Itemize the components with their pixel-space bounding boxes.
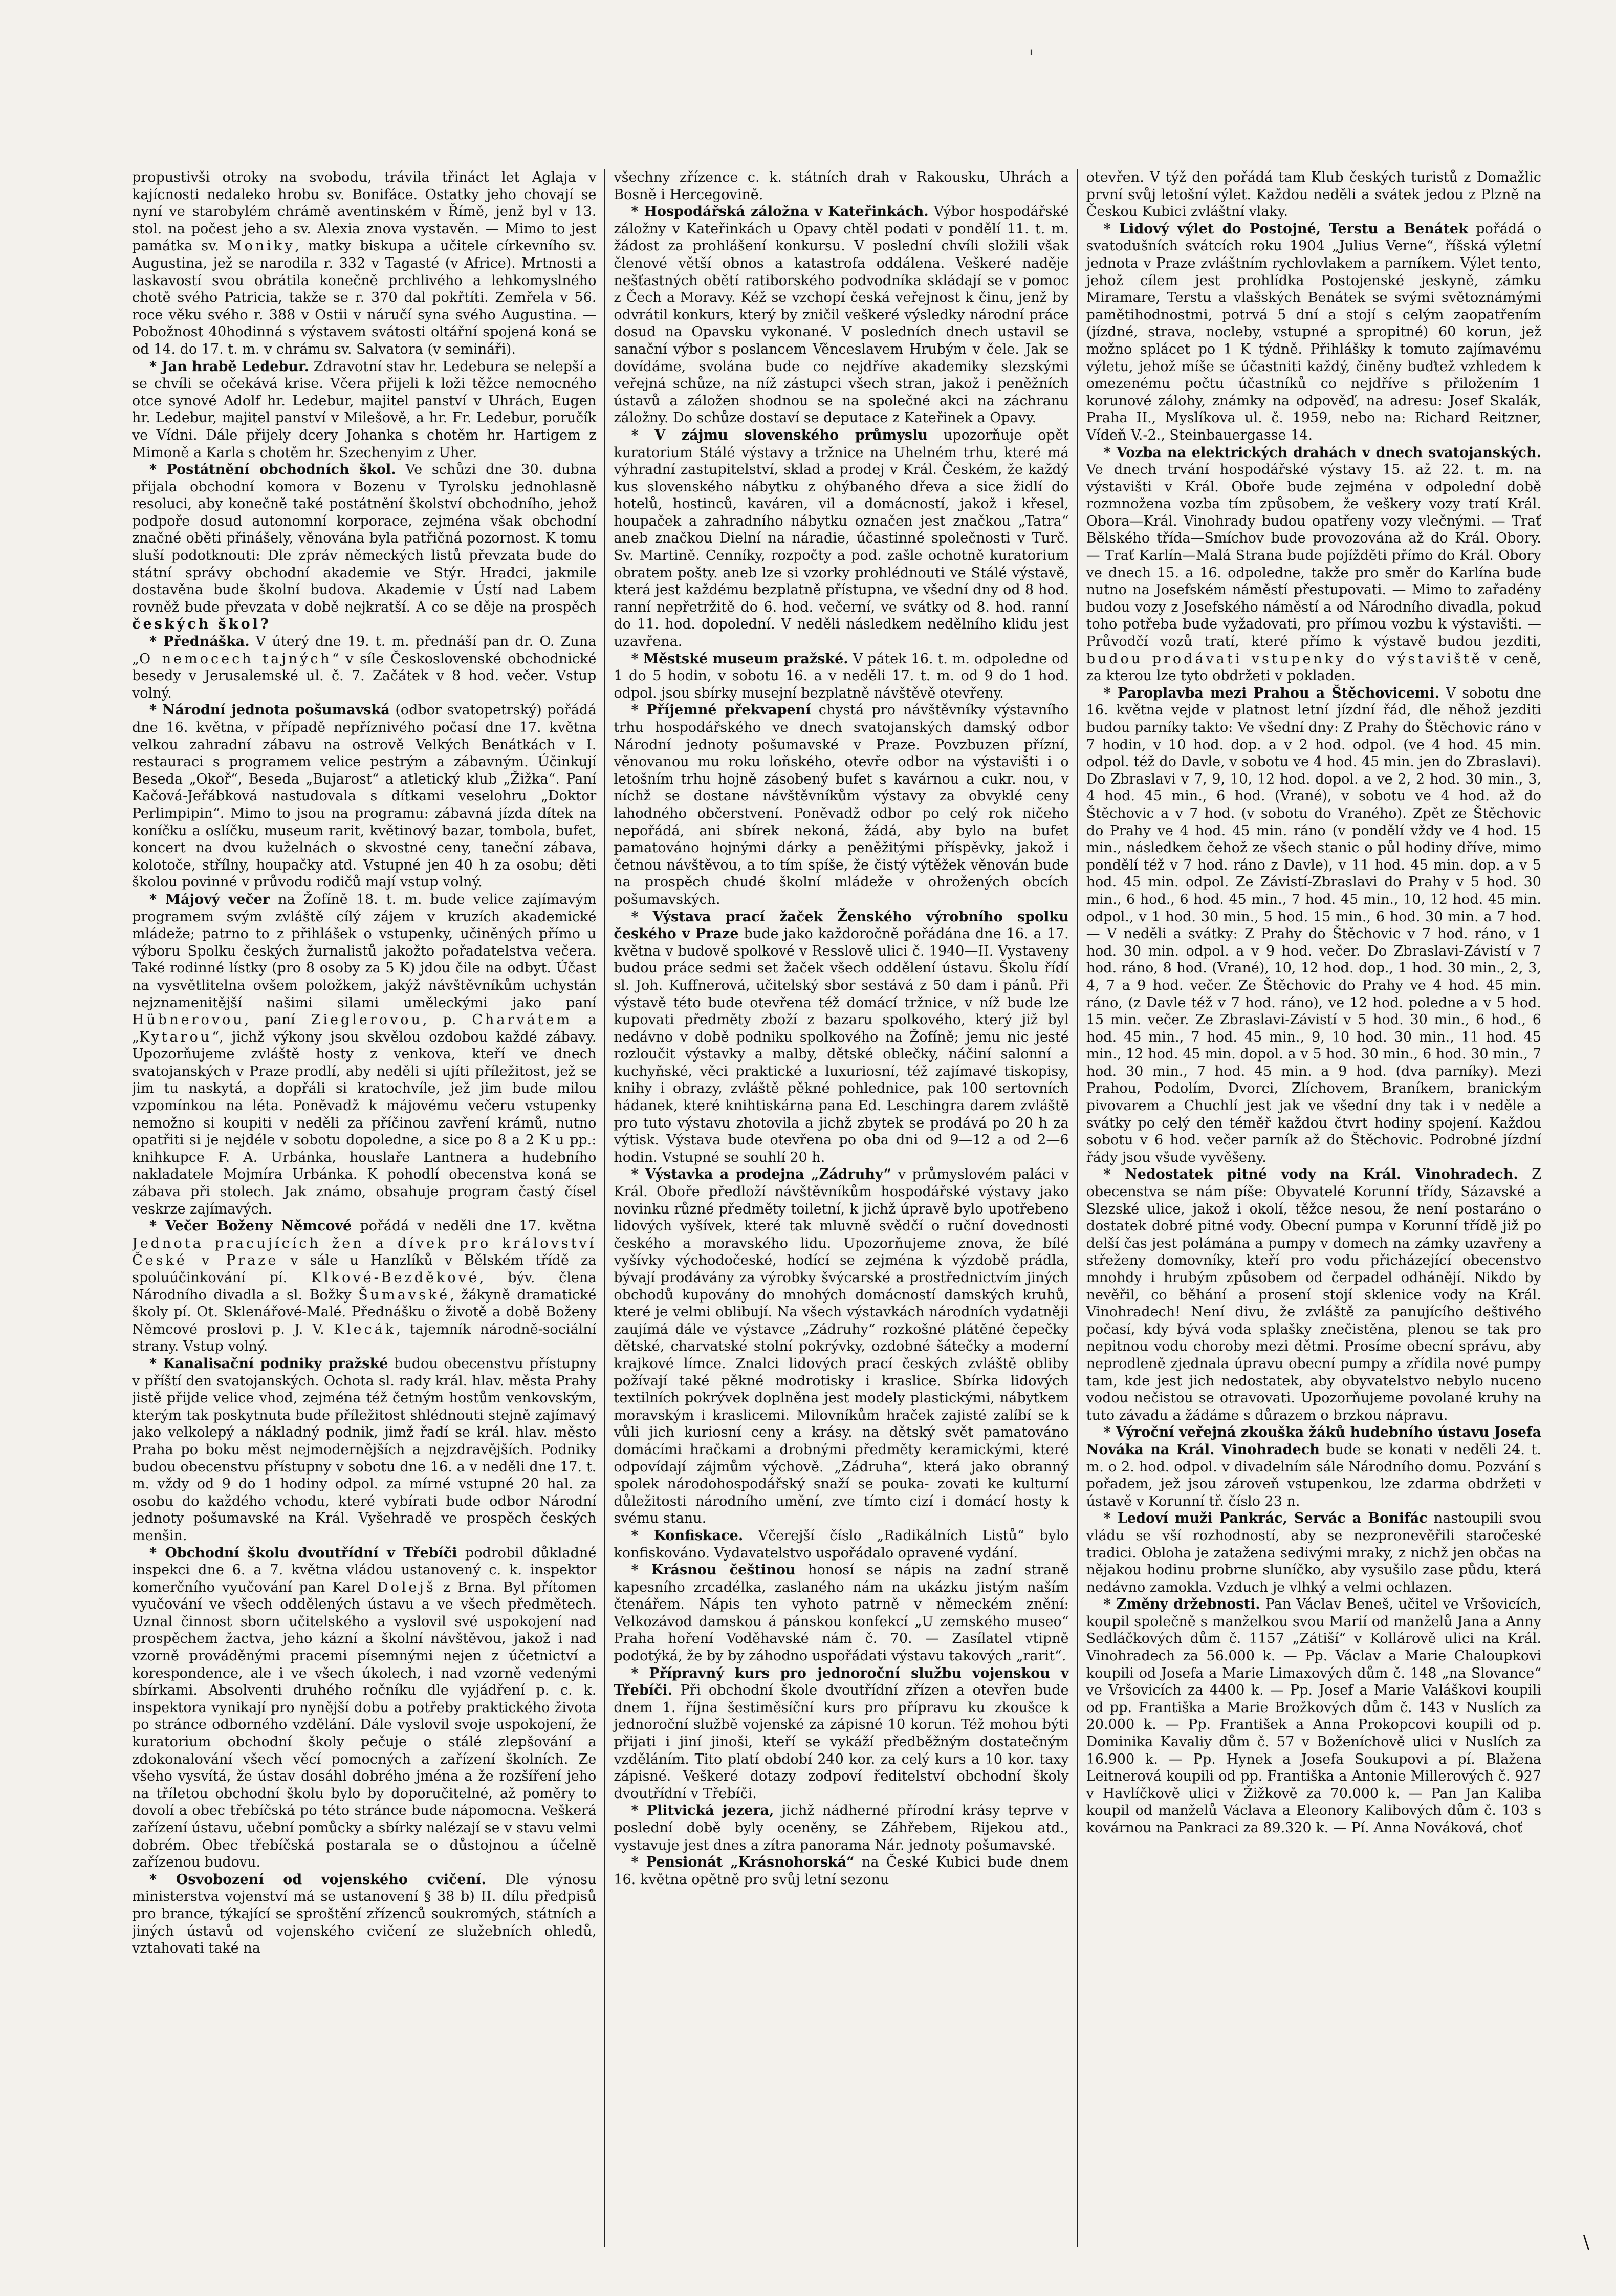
article-paragraph bbox=[132, 1545, 596, 1871]
article-paragraph bbox=[132, 633, 596, 702]
article-text: všechny zřízence c. k. státních drah v Rakousku, Uhrách a Bosně i Hercegovině. bbox=[614, 169, 1069, 203]
article-paragraph bbox=[132, 702, 596, 891]
article-text: chystá pro návštěvníky výstavního trhu hospodářského ve dnech svatojanských damský odbor Národní jednoty pošumavské v Praze. Povzbuzen přízní, věnovanou mu roku loňského, otevře odbor na výstavišti i o letošním trhu hojně zásobený bufet s kavárnou a cukr. nou, v níchž se dostane návštěvníkům výstavy za obvyklé ceny lahodného občerstvení. Poněvadž odbor po celý rok ničeho nepořádá, ani sbírek nekoná, žádá, aby bylo na bufet pamatováno hojnými dárky a peněžitými příspěvky, jakož i četnou návštěvou, a to tím spíše, že čistý výtěžek věnován bude na prospěch chudé školní mládeže v ohrožených obcích pošumavských. bbox=[614, 702, 1069, 907]
article-text: honosí se nápis na zadní straně kapesního zrcadélka, zaslaného nám na ukázku jistým naším čtenářem. Nápis ten vyhoto patrně v německém znění: Velkozávod damskou á pánskou konfekcí „U zemského museo“ Praha hoření Voděhavské nám č. 70. — Zasílatel vtipně podotýká, že by by záhodno uspořádati výstavu takových „rarit“. bbox=[614, 1562, 1069, 1664]
article-paragraph bbox=[614, 427, 1068, 651]
article-paragraph bbox=[132, 1218, 596, 1355]
article-text: , býv. člena Národního divadla a sl. Božky bbox=[132, 1270, 597, 1303]
article-text: v průmyslovém paláci v Král. Oboře předloží návštěvníkům hospodářské výstavy jako novinku různé předměty toiletní, k jichž úpravě bylo upotřebeno lidových vyšívek, které tak mluvně svědčí o ruční dovednosti českého a moravského lidu. Upozorňujeme znova, že bílé vyšívky východočeské, hodící se zejména k výzdobě prádla, bývají prodávány za výrobky švýcarské a prostřednictvím jiných obchodů kupovány do mnohých domácností damských kruhů, které je velmi oblibují. Na všech výstavkách národních vydatněji zaujímá dále ve výstavce „Zádruhy“ rozkošné plátěné čepečky dětské, charvatské stolní pokrývky, ozdobné šátečky a moderní krajkové límce. Znalci lidových prací českých zvláště obliby požívají také pěkné modrotisky i kraslice. Sbírka lidových textilních pokrývek doplněna jest modely plastickými, nábytkem moravským i kraslicemi. Milovníkům hraček zajisté zalíbí se k vůli jich kuriosní ceny a krásy. na dětský svět pamatováno domácími hračkami a drobnými předměty keramickými, které odpovídají zájmům výchově. „Zádruha“, která jako obranný spolek národohospodářský snaží se pouka- zovati ke kulturní důležitosti národního umění, zve tímto cizí i domácí hosty k svému stanu. bbox=[614, 1166, 1069, 1527]
article-heading: * Vozba na elektrických drahách v dnech svatojanských. bbox=[1103, 444, 1541, 461]
article-text: pořádá o svatodušních svátcích roku 1904 „Julius Verne“, říšská výletní jednota v Praze zvláštním rychlovlakem a parníkem. Výlet tento, jehož cílem jest prohlídka Postojenské jeskyně, zámku Miramare, Terstu a vlašských Benátek se svými světoznámými pamětihodnostmi, potrvá 5 dní a stojí s celým zaopatřením (jízdné, strava, nocleby, vstupné a spropitné) 60 korun, jež možno splácet po 1 K týdně. Přihlášky k tomuto zajímavému výletu, jehož míše se účastniti každý, činěny buďtež vzhledem k omezenému počtu účastníků co nejdříve s přiložením 1 korunové zálohy, známky na odpověď, na adresu: Josef Skalák, Praha II., Myslíkova ul. č. 1959, nebo na: Richard Reitzner, Vídeň V.-2., Steinbauergasse 14. bbox=[1086, 221, 1541, 443]
article-heading: * Hospodářská záložna v Kateřinkách. bbox=[631, 204, 929, 220]
article-heading: * Konfiskace. bbox=[631, 1527, 744, 1544]
article-text: O nemocech tajných bbox=[139, 651, 332, 667]
article-paragraph bbox=[1086, 1166, 1541, 1424]
article-text: bude se konati v neděli 24. t. m. o 2. hod. odpol. v divadelním sále Národního domu. Pozvání s pořadem, jež jsou zároveň vstupenkou, lze zdarma obdržeti v ústavě v Korunní tř. číslo 23 n. bbox=[1086, 1441, 1541, 1509]
end-mark: \ bbox=[1583, 2232, 1589, 2253]
article-text: bude jako každoročně pořádána dne 16. a 17. května v budově spolkové v Resslově ulici č. 1940—II. Vystaveny budou práce sedmi set žaček všech oddělení ústavu. Školu řídí sl. Joh. Kuffnerová, učitelský sbor sestává z 50 dam i pánů. Při výstavě této bude otevřena též domácí tržnice, v níž bude lze kupovati předměty zboží z bazaru spolkového, který již byl nedávno v době podniku spolkového na Žofíně; jemu nic jesté rozloučit výstavky a malby, dětské oblečky, náčiní salonní a kuchyňské, věci praktické a luxuriosní, též zajímavé tiskopisy, knihy i obrazy, zvláště pěkné pohlednice, pak 100 sertovních hádanek, které knihtiskárna pana Ed. Leschingra darem zvláště pro tuto výstavu zhotovila a jichž zbytek se prodává po 20 h za výtisk. Výstava bude otevřena po oba dni od 9—12 a od 2—6 hodin. Vstupné se souhlí 20 h. bbox=[614, 926, 1069, 1165]
article-heading: * Postátnění obchodních škol. bbox=[149, 462, 396, 478]
article-text: Pan Václav Beneš, učitel ve Vršovicích, koupil společně s manželkou svou Marií od manželů Jana a Anny Sedláčkových dům č. 1157 „Zátiší“ v Kollárově ulici na Král. Vinohradech za 56.000 k. — Pp. Václav a Marie Chaloupkovi koupili od Josefa a Marie Limaxových dům č. 148 „na Slovance“ ve Vršovicích za 4400 k. — Pp. Josef a Marie Valáškovi koupili od pp. Františka a Marie Brožkových dům č. 143 v Nuslích za 20.000 k. — Pp. František a Anna Prokopcovi koupili od p. Dominika Kavaliy dům č. 57 v Boženíchově ulici v Nuslích za 16.900 k. — Pp. Hynek a Josefa Soukupovi a pí. Blažena Leitnerová koupili od pp. Františka a Antonie Millerových č. 927 v Havlíčkově ulici v Žižkově za 70.000 k. — Pan Jan Kaliba koupil od manželů Václava a Eleonory Kalibových dům č. 103 s kovárnou na Pankraci za 89.320 k. — Pí. Anna Nováková, choť bbox=[1086, 1596, 1541, 1836]
article-text: Dle výnosu ministerstva vojenství má se ustanovení § 38 b) II. dílu předpisů pro brance, týkající se sproštění zřízenců soukromých, státních a jiných ústavů od vojenského cvičení ze služebních ohledů, vztahovati také na bbox=[132, 1871, 597, 1957]
article-heading: * Městské museum pražské. bbox=[631, 651, 848, 667]
article-paragraph bbox=[614, 702, 1068, 908]
article-paragraph bbox=[614, 1562, 1068, 1665]
article-heading: * Výroční veřejná zkouška žáků hudebního ústavu Josefa Nováka na Král. Vinohradech bbox=[1086, 1424, 1541, 1458]
article-text: V pátek 16. t. m. odpoledne od 1 do 5 hodin, v sobotu 16. a v neděli 17. t. m. od 9 do 1 hod. odpol. jsou sbírky musejní bezplatně návštěvě otevřeny. bbox=[614, 651, 1069, 701]
article-text: Šumavské bbox=[358, 1287, 450, 1303]
article-paragraph bbox=[1086, 1424, 1541, 1510]
article-paragraph bbox=[1086, 1510, 1541, 1596]
article-paragraph bbox=[1086, 169, 1541, 221]
article-text: na České Kubici bude dnem 16. května opětně pro svůj letní sezonu bbox=[614, 1854, 1069, 1888]
article-text: na Žofíně 18. t. m. bude velice zajímavým programem svým zvláště cílý zájem v kruzích akademické mládeže; patrno to z přihlášek o vstupenky, učiněných přímo u výboru Spolku českých žurnalistů jakožto pořadatelstva večera. Také rodinné lístky (pro 8 osoby za 5 K) jdou čile na odbyt. Účast na vysvětlitelna ovšem položkem, jakýž návštěvníkům uchystán nejznamenitější našimi silami uměleckými jako paní bbox=[132, 891, 597, 1011]
article-heading: * Krásnou češtinou bbox=[631, 1562, 796, 1578]
article-text: Při obchodní škole dvoutřídní zřízen a otevřen bude dnem 1. října šestiměsíční kurs pro přípravu ku zkoušce k jednoroční službě vojenské za zápisné 10 korun. Též mohou býti přijati i jiní jinoši, kteří se vykáží předběžným dostatečným vzděláním. Tito platí období 240 kor. za celý kurs a 10 kor. taxy zápisné. Veškeré dotazy zodpoví ředitelství obchodní školy dvoutřídní v Třebíči. bbox=[614, 1682, 1069, 1802]
article-text: Klkové-Bezděkové bbox=[311, 1270, 479, 1286]
article-paragraph bbox=[614, 1854, 1068, 1888]
article-paragraph bbox=[1086, 221, 1541, 444]
article-text: otevřen. V týž den pořádá tam Klub českých turistů z Domažlic první svůj letošní výlet. Každou neděli a svátek jedou z Plzně na Českou Kubici zvláštní vlaky. bbox=[1086, 169, 1541, 220]
article-text: v ceně, za kterou lze tyto obdržeti v pokladen. bbox=[1086, 651, 1541, 684]
article-text: , žákyně dramatické školy pí. Ot. Sklenářové-Malé. Přednášku o životě a době Boženy Němcové proslovi p. J. V. bbox=[132, 1287, 597, 1337]
article-heading: * Večer Boženy Němcové bbox=[149, 1218, 352, 1234]
article-paragraph bbox=[614, 1802, 1068, 1854]
article-text: , p. bbox=[422, 1012, 472, 1028]
article-heading: * Přednáška. bbox=[149, 634, 250, 650]
article-heading: * Přípravný kurs pro jednoroční službu vojenskou v Třebíči. bbox=[614, 1665, 1069, 1699]
article-paragraph bbox=[614, 1665, 1068, 1803]
article-text: Jednota pracujících žen a dívek pro království České v Praze bbox=[132, 1235, 597, 1269]
article-heading: * Ledoví muži Pankrác, Servác a Bonifác bbox=[1103, 1510, 1428, 1527]
article-paragraph bbox=[1086, 685, 1541, 1166]
article-text: “ v síle Československé obchodnické besedy v Jerusalemské ul. č. 7. Začátek v 8 hod. večer. Vstup volný. bbox=[132, 651, 597, 701]
article-paragraph bbox=[1086, 1596, 1541, 1836]
page-mark: ' bbox=[1029, 46, 1034, 70]
article-paragraph bbox=[1086, 444, 1541, 685]
article-text: Z obecenstva se nám píše: Obyvatelé Korunní třídy, Sázavské a Slezské ulice, jakož i okolí, těžce nesou, že není postaráno o dostatek dobré pitné vody. Obecní pumpa v Korunní třídě již po delší čas jest polámána a pumpy v domech na zámky uzavřeny a střeženy domovníky, kteří pro vodu přicházející obecenstvo mnohdy i hrubým způsobem od čerpadel odhánějí. Nikdo by nevěřil, co běhání a prosení stojí sklenice vody na Král. Vinohradech! Není divu, že zvláště za panujícího deštivého počasí, kdy bývá voda splašky znečistěna, plenou se tak pro nepitnou vodu choroby mezi dětmi. Prosíme obecní správu, aby neprodleně zjednala úpravu obecní pumpy a zřídila nové pumpy tam, kde jest jich nedostatek, aby obyvatelstvo nebylo nuceno vodou nečistou se otravovati. Upozorňujeme povolané kruhy na tuto závadu a žádáme s důrazem o brzkou nápravu. bbox=[1086, 1166, 1541, 1423]
article-text: Ve schůzi dne 30. dubna přijala obchodní komora v Bozenu v Tyrolsku jednohlasně resoluci, aby konečně také postátnění školství obchodního, jehož podpoře dosud autonomní korporace, zejména však obchodní značné oběti přinášely, věnována byla patřičná pozornost. K tomu sluší podotknouti: Dle zpráv německých listů převzata bude do státní správy obchodní akademie ve Stýr. Hradci, jakmile dostavěna bude školní budova. Akademie v Ústí nad Labem rovněž bude převzata v době nejkratší. A co se děje na prospěch bbox=[132, 462, 597, 615]
article-columns bbox=[132, 169, 1549, 2247]
column-2 bbox=[604, 169, 1077, 2247]
article-text: podrobil důkladné inspekci dne 6. a 7. května vládou ustanovený c. k. inspektor komerčního vyučování pan Karel bbox=[132, 1545, 597, 1595]
article-paragraph bbox=[614, 651, 1068, 702]
article-text: V úterý dne 19. t. m. přednáší pan dr. O. Zuna „ bbox=[132, 634, 597, 667]
article-heading: * Národní jednota pošumavská bbox=[149, 702, 390, 719]
article-heading: * Kanalisační podniky pražské bbox=[149, 1355, 388, 1372]
article-text: Zieglerovou bbox=[311, 1012, 423, 1028]
article-text: budou obecenstvu přístupny v příští den svatojanských. Ochota sl. rady král. hlav. města Prahy jistě přijde velice vhod, zejména též četným hostům venkovským, kterým tak poskytnuta bude příležitost shlédnouti stejně zajímavý jako velkolepý a nákladný podnik, jimž řadí se král. hlav. město Praha po boku měst nejmodernějších a nejzdravějších. Podniky budou obecenstvu přístupny v sobotu dne 16. a v neděli dne 17. t. m. vždy od 9 do 1 hodiny odpol. za mírné vstupné 20 hal. za osobu do každého vchodu, které vybírati bude odbor Národní jednoty pošumavské na Král. Vyšehradě ve prospěch českých menšin. bbox=[132, 1355, 597, 1544]
column-3 bbox=[1077, 169, 1549, 2247]
column-1 bbox=[132, 169, 604, 2247]
article-paragraph bbox=[132, 891, 596, 1218]
article-heading: * Změny držebnosti. bbox=[1103, 1596, 1260, 1613]
article-text: Hübnerovou bbox=[132, 1012, 245, 1028]
article-text: Kytarou bbox=[139, 1029, 212, 1045]
article-heading: * Nedostatek pitné vody na Král. Vinohradech. bbox=[1103, 1166, 1518, 1183]
article-paragraph bbox=[614, 203, 1068, 427]
article-heading: * Výstavka a prodejna „Zádruhy“ bbox=[631, 1166, 892, 1183]
article-heading: * Paroplavba mezi Prahou a Štěchovicemi. bbox=[1103, 685, 1440, 701]
article-heading: * Osvobození od vojenského cvičení. bbox=[149, 1871, 486, 1888]
article-paragraph bbox=[132, 461, 596, 633]
article-paragraph bbox=[614, 908, 1068, 1166]
article-text: Zdravotní stav hr. Ledebura se nelepší a se chvíli se očekává krise. Včera přijeli k loži těžce nemocného otce synové Adolf hr. Ledebur, majitel panství v Uhrách, Eugen hr. Ledebur, majitel panství v Milešově, a hr. Fr. Ledebur, poručík ve Vídni. Dále přijely dcery Johanka s chotěm hr. Hartigem z Mimoně a Karla s chotěm hr. Szechenyim z Uher. bbox=[132, 358, 597, 461]
article-paragraph bbox=[132, 169, 596, 358]
article-text: , tajemník národně-sociální strany. Vstup volný. bbox=[132, 1321, 597, 1355]
article-text: jichž nádherné přírodní krásy teprve v poslední době byly oceněny, se Záhřebem, Rijekou atd., vystavuje jest dnes a zítra panorama Nár. jednoty pošumavské. bbox=[614, 1803, 1069, 1853]
article-text: Charvátem bbox=[472, 1012, 573, 1028]
article-heading: * Lidový výlet do Postojné, Terstu a Benátek bbox=[1103, 221, 1468, 237]
article-text: V sobotu dne 16. května vejde v platnost letní jízdní řád, dle něhož jezditi budou parníky takto: Ve všední dny: Z Prahy do Štěchovic ráno v 7 hodin, v 10 hod. dop. a v 2 hod. odpol. (ve 4 hod. 45 min. odpol. též do Davle, v sobotu ve 4 hod. 45 min. jen do Zbraslavi). Do Zbraslavi v 7, 9, 10, 12 hod. dopol. a ve 2, 2 hod. 30 min., 3, 4 hod. 45 min., 6 hod. (Vrané), v sobotu ve 4 hod. až do Štěchovic a v 7 hod. (v sobotu do Vraného). Zpět ze Štěchovic do Prahy ve 4 hod. 45 min. ráno (v pondělí vždy ve 4 hod. 15 min., následkem čehož ze všech stanic o půl hodiny dříve, mimo pondělí též v 7 hod. ráno z Davle), v 11 hod. 45 min. dop. a v 5 hod. 45 min. odpol. Ze Závistí-Zbraslavi do Prahy v 5 hod. 30 min., 6 hod., 6 hod. 45 min., 7 hod. 45 min., 10, 12 hod. 45 min. odpol., v 1 hod. 30 min., 5 hod. 15 min., 6 hod. 30 min. a 7 hod. — V neděli a svátky: Z Prahy do Štěchovic v 7 hod. ráno, v 1 hod. 30 min. odpol. a v 9 hod. večer. Do Zbraslavi-Závistí v 7 hod. ráno, 8 hod. (Vrané), 10, 12 hod. dop., 1 hod. 30 min., 2, 3, 4, 7 a 9 hod. večer. Ze Štěchovic do Prahy ve 4 hod. 45 min. ráno, (z Davle též v 7 hod. ráno), ve 12 hod. poledne a v 5 hod. 15 min. večer. Ze Zbraslavi-Závistí v 5 hod. 30 min., 6 hod., 6 hod. 45 min., 7 hod. 45 min., 9, 10 hod. 30 min., 11 hod. 45 min., 12 hod. 45 min. dopol. a v 5 hod. 30 min., 6 hod. 30 min., 7 hod. 30 min., 7 hod. 45 min. a 9 hod. (dva parníky). Mezi Prahou, Podolím, Dvorci, Zlíchovem, Braníkem, branickým pivovarem a Chuchlí jest jak ve všední dny tak i v neděle a svátky po celý den téměř každou čtvrt hodiny spojení. Každou sobotu v 6 hod. večer parník až do Štěchovic. Podrobné jízdní řády jsou všude vyvěšeny. bbox=[1086, 685, 1541, 1165]
article-text: Včerejší číslo „Radikálních Listů“ bylo konfiskováno. Vydavatelstvo uspořádalo opravené vydání. bbox=[614, 1527, 1069, 1561]
article-paragraph bbox=[132, 358, 596, 462]
article-heading: * Májový večer bbox=[149, 891, 270, 907]
article-text: pořádá v neděli dne 17. května bbox=[352, 1218, 597, 1234]
article-heading: * Pensionát „Krásnohorská“ bbox=[631, 1854, 855, 1871]
article-text: Klecák bbox=[333, 1321, 397, 1337]
article-text: Výbor hospodářské záložny v Kateřinkách u Opavy chtěl podati v pondělí 11. t. m. žádost za prohlášení konkursu. V poslední chvíli složili však členové větší obnos a katastrofa oddálena. Veškeré naděje nešťastných obětí ratiborského podvodníka skládají se v pomoc z Čech a Moravy. Kéž se vzchopí česká veřejnost k činu, jenž by odvrátil konkurs, který by zničil veškeré výsledky národní práce dosud na Opavsku vykonané. V posledních dnech ustavil se sanační výbor s poslancem Věnceslavem Hrubým v čele. Jak se dovídáme, svolána bude co nejdříve akademiky slezskými veřejná schůze, na níž zástupci všech stran, jakož i peněžních ústavů a záložen shodnou se na společné akci na záchranu záložny. Do schůze dostaví se deputace z Kateřinek a Opavy. bbox=[614, 204, 1069, 426]
article-heading: * Jan hrabě Ledebur. bbox=[149, 358, 310, 375]
article-heading: * V zájmu slovenského průmyslu bbox=[631, 427, 928, 443]
article-text: a „ bbox=[132, 1012, 597, 1045]
article-text: v sále u Hanzlíků v Bělském třídě za spoluúčinkování pí. bbox=[132, 1252, 597, 1286]
article-text: Moniky bbox=[227, 238, 295, 254]
article-paragraph bbox=[132, 1871, 596, 1957]
article-heading: českých škol? bbox=[132, 616, 271, 633]
article-text: budou prodávati vstupenky do výstaviště bbox=[1086, 651, 1482, 667]
article-heading: * Výstava prací žaček Ženského výrobního spolku českého v Praze bbox=[614, 908, 1069, 942]
article-text: (odbor svatopetrský) pořádá dne 16. května, v případě nepříznivého počasí dne 17. května velkou zahradní zábavu na ostrově Velkých Benátkách v I. restauraci s programem velice pestrým a zábavným. Účinkují Beseda „Okoř“, Beseda „Bujarost“ a atletický klub „Žižka“. Paní Kačová-Jeřábková nastudovala s dítkami veselohru „Doktor Perlimpipin“. Mimo to jsou na programu: zábavná jízda dítek na koníčku a oslíčku, museum rarit, květinový bazar, tombola, bufet, koncert na dvou kuželnách o skvostné ceny, taneční zábava, kolotoče, střílny, houpačky atd. Vstupné jen 40 h za osobu; děti školou povinné v průvodu rodičů mají vstup volný. bbox=[132, 702, 597, 891]
article-paragraph bbox=[614, 1527, 1068, 1562]
article-text: Ve dnech trvání hospodářské výstavy 15. až 22. t. m. na výstavišti v Král. Oboře bude zejména v odpolední době rozmnožena vozba tím způsobem, že veškery vozy tratí Král. Obora—Král. Vinohrady budou opatřeny vozy vlečnými. — Trať Bělského třída—Smíchov bude provozována až do Král. Obory. — Trať Karlín—Malá Strana bude pojížděti přímo do Král. Obory ve dnech 15. a 16. odpoledne, takže pro směr do Karlína bude nutno na Josefském náměstí přestupovati. — Mimo to zařadény budou vozy z Josefského náměstí a od Národního divadla, pokud toho potřeba bude vyžadovati, pro přímou vozbu k výstavišti. — Průvodčí vozů tratí, které přímo k výstavě budou jezditi, bbox=[1086, 462, 1541, 650]
article-heading: * Příjemné překvapení bbox=[631, 702, 811, 719]
article-text: z Brna. Byl přítomen vyučování ve všech oddělených ústavu a ve všech předmětech. Uznal činnost sborn učitelského a vyslovil své uspokojení nad prospěchem žactva, jeho kázní a školní návštěvou, jakož i nad vzorně prováděnými pracemi písemnými nejen z účetnictví a korespondence, ale i ve všech úkolech, i nad vzorně vedenými sbírkami. Absolventi druhého ročníku dle vyjádření p. c. k. inspektora vynikají pro nynější dobu a potřeby praktického života po stránce odborného vzdělání. Dále vyslovil svoje uspokojení, že kuratorium obchodní školy pečuje o stálé zlepšování a zdokonalování všech věcí pomocných a zařízení školních. Ze všeho vysvítá, že ústav dosáhl dobrého jména a že rozšíření jeho na tříletou obchodní školu bylo by doporučitelné, až poměry to dovolí a obec třebíčská po této stránce bude nápomocna. Veškerá zařízení ústavu, učební pomůcky a sbírky nalézají se v stavu velmi dobrém. Obec třebíčská postarala se o důstojnou a účelně zařízenou budovu. bbox=[132, 1579, 597, 1871]
article-text: “, jichž výkony jsou skvělou ozdobou každé zábavy. Upozorňujeme zvláště hosty z venkova, kteří ve dnech svatojanských v Praze prodlí, aby neděli si ujíti příležitost, jež se jim tu naskytá, a dopřáli si kratochvíle, jež jim bude milou vzpomínkou na léta. Poněvadž k májovému večeru vstupenky nemožno si koupiti v neděli za příčinou zavření krámů, nutno opatřiti si je nejdéle v sobotu dopoledne, a sice po 8 a 2 K u pp.: knihkupce F. A. Urbánka, houslaře Lantnera a hudebního nakladatele Mojmíra Urbánka. K pohodlí obecenstva koná se zábava při stolech. Jak známo, obsahuje program častý čísel veskrze zajímavých. bbox=[132, 1029, 597, 1217]
article-text: Dolejš bbox=[377, 1579, 436, 1595]
article-text: propustivši otroky na svobodu, trávila třináct let Aglaja v kajícnosti nedaleko hrobu sv. Bonifáce. Ostatky jeho chovají se nyní ve starobylém chrámě aventinském v Římě, jenž byl v 13. stol. na počest jeho a sv. Alexia znova vystavěn. — Mimo to jest památka sv. bbox=[132, 169, 597, 254]
article-text: upozorňuje opět kuratorium Stálé výstavy a tržnice na Uhelném trhu, které má výhradní zastupitelství, sklad a prodej v Král. Českém, že každý kus slovenského nábytku z ohýbaného dřeva a sice židlí do hotelů, hostinců, kaváren, vil a domácností, jakož i křesel, houpaček a zahradního nábytku označen jest značkou „Tatra“ aneb značkou Dielní na náradie, účastinné společnosti v Turč. Sv. Martině. Cenníky, rozpočty a pod. zašle ochotně kuratorium obratem pošty. aneb lze si vzorky prohlédnouti ve Stálé výstavě, která jest každému bezplatně přístupna, ve všední dny od 8 hod. ranní nepřetržitě do 6. hod. večerní, ve svátky od 8. hod. ranní do 11. hod. dopolední. V neděli následkem nedělního klidu jest uzavřena. bbox=[614, 427, 1069, 650]
article-heading: * Plitvická jezera, bbox=[631, 1803, 774, 1819]
article-paragraph bbox=[132, 1355, 596, 1545]
article-text: nastoupili svou vládu se vší rozhodností, aby se nezpronevěřili staročeské tradici. Obloha je zatažena sedivými mraky, z nichž jen občas na nějakou hodinu probrne sluníčko, aby vysušilo zase půdu, která nedávno zamokla. Vzduch je vlhký a velmi ochlazen. bbox=[1086, 1510, 1541, 1595]
article-text: , paní bbox=[244, 1012, 311, 1028]
article-paragraph bbox=[614, 1166, 1068, 1527]
article-paragraph bbox=[614, 169, 1068, 203]
article-text: , matky biskupa a učitele církevního sv. Augustina, jež se narodila r. 332 v Tagasté (v Africe). Mrtnosti a laskavostí svou obrátila konečně prchlivého a lehkomyslného chotě svého Patricia, takže se r. 370 dal pokřtíti. Zemřela v 56. roce věku svého r. 388 v Ostii v náručí syna svého Augustina. — Pobožnost 40hodinná s výstavem svátosti oltářní spojená koná se od 14. do 17. t. m. v chrámu sv. Salvatora (v semináři). bbox=[132, 238, 597, 357]
article-heading: * Obchodní školu dvoutřídní v Třebíči bbox=[149, 1545, 457, 1561]
